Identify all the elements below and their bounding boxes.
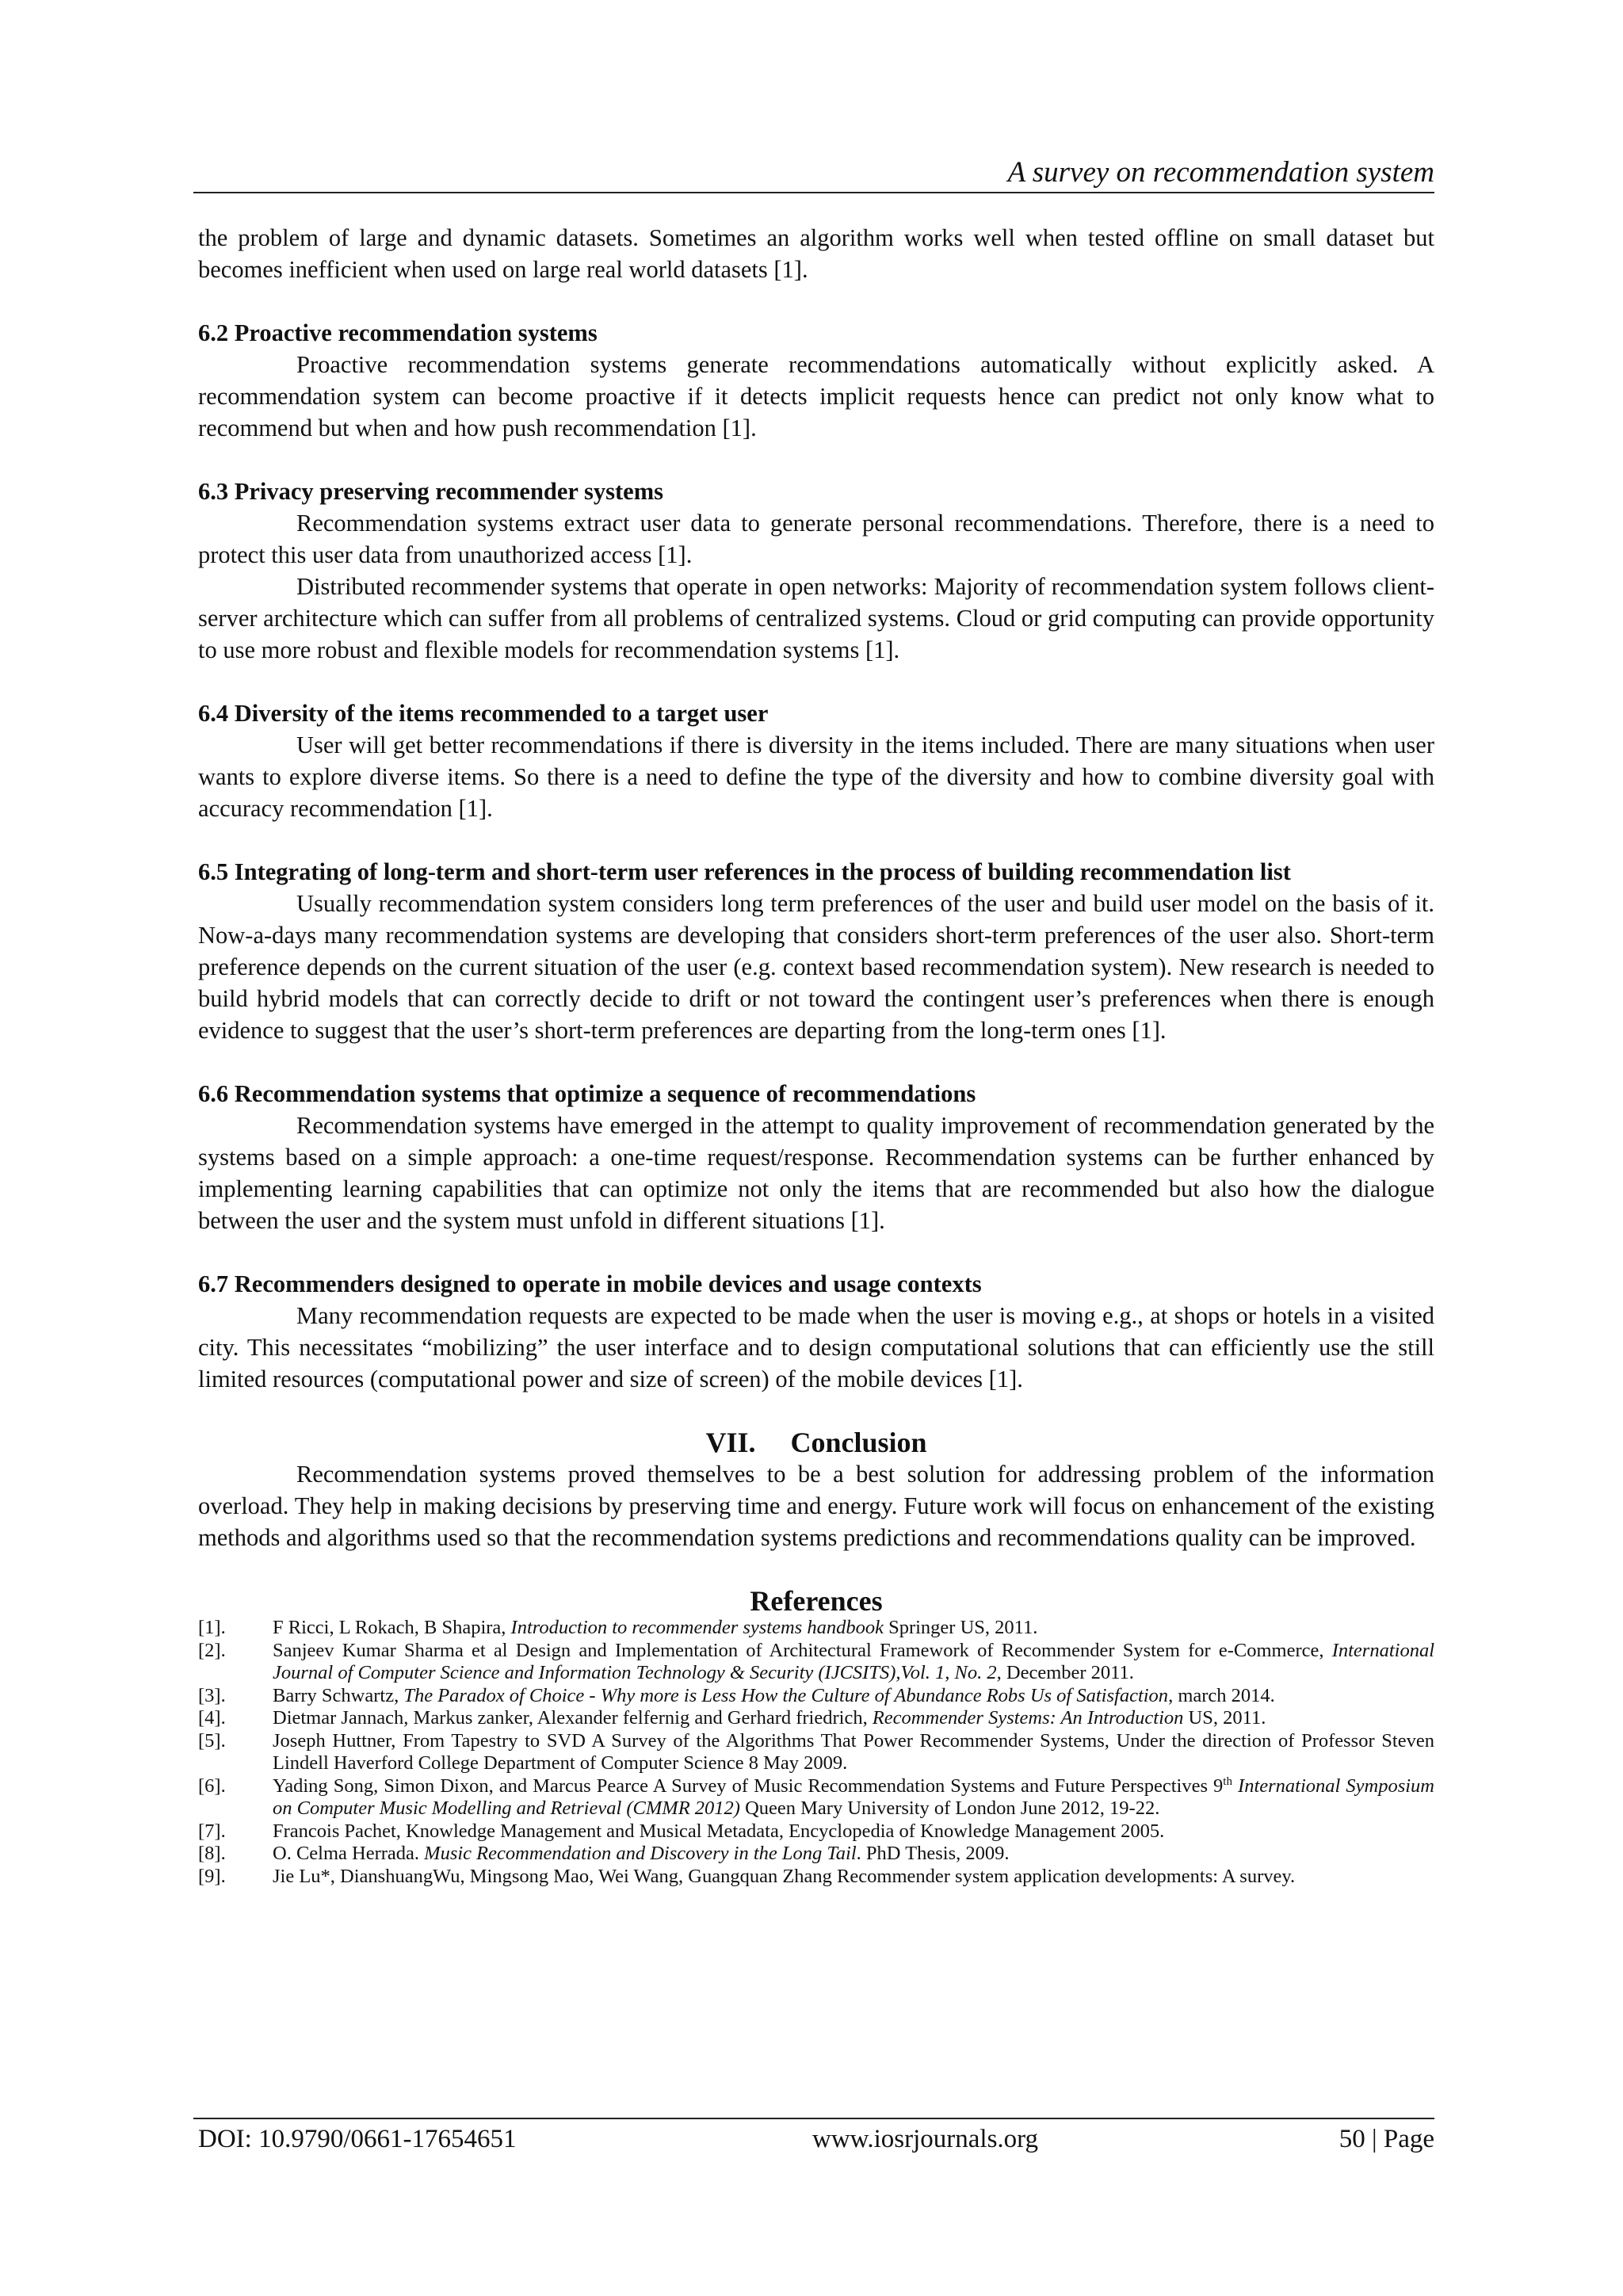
reference-item bbox=[198, 1685, 1434, 1708]
reference-authors: O. Celma Herrada. bbox=[273, 1843, 425, 1864]
article-body bbox=[198, 222, 1434, 1888]
reference-details: Queen Mary University of London June 2012, 19-22. bbox=[739, 1797, 1160, 1819]
reference-authors: Jie Lu*, DianshuangWu, Mingsong Mao, Wei Wang, Guangquan Zhang Recommender system application developments: A survey. bbox=[273, 1865, 1296, 1887]
reference-item bbox=[198, 1775, 1434, 1820]
reference-authors: Joseph Huttner, From Tapestry to SVD A Survey of the Algorithms That Power Recommender Systems, Under the direction of Professor Steven Lindell Haverford College Department of Computer Science 8 May 2009. bbox=[273, 1729, 1434, 1774]
reference-source-title: The Paradox of Choice - Why more is Less How the Culture of Abundance Robs Us of Satisfaction bbox=[403, 1684, 1169, 1706]
section-6-6-paragraph: Recommendation systems have emerged in the attempt to quality improvement of recommendation generated by the systems based on a simple approach: a one-time request/response. Recommendation systems can be further enhanced by implementing learning capabilities that can optimize not only the items that are recommended but also how the dialogue between the user and the system must unfold in different situations [1]. bbox=[198, 1112, 1434, 1234]
section-6-7-paragraph: Many recommendation requests are expected to be made when the user is moving e.g., at shops or hotels in a visited city. This necessitates “mobilizing” the user interface and to design computational solutions that can efficiently use the still limited resources (computational power and size of screen) of the mobile devices [1]. bbox=[198, 1302, 1434, 1392]
reference-details: . PhD Thesis, 2009. bbox=[856, 1843, 1010, 1864]
footer-rule bbox=[193, 2118, 1434, 2119]
running-header: A survey on recommendation system bbox=[1007, 156, 1434, 189]
section-6-5-heading: 6.5 Integrating of long-term and short-term user references in the process of building recommendation list bbox=[198, 858, 1291, 885]
reference-number: [8]. bbox=[198, 1843, 226, 1864]
reference-number: [7]. bbox=[198, 1820, 226, 1842]
section-6-2-paragraph: Proactive recommendation systems generate recommendations automatically without explicitly asked. A recommendation system can become proactive if it detects implicit requests hence can predict not only know what to recommend but when and how push recommendation [1]. bbox=[198, 351, 1434, 441]
section-6-4-paragraph: User will get better recommendations if there is diversity in the items included. There are many situations when user wants to explore diverse items. So there is a need to define the type of the diversity and how to combine diversity goal with accuracy recommendation [1]. bbox=[198, 732, 1434, 822]
reference-number: [1]. bbox=[198, 1617, 226, 1638]
reference-number: [6]. bbox=[198, 1775, 226, 1797]
reference-authors: F Ricci, L Rokach, B Shapira, bbox=[273, 1617, 511, 1638]
reference-number: [4]. bbox=[198, 1707, 226, 1729]
reference-source-title: Introduction to recommender systems handbook bbox=[510, 1617, 884, 1638]
intro-paragraph: the problem of large and dynamic datasets. Sometimes an algorithm works well when tested offline on small dataset but becomes inefficient when used on large real world datasets [1]. bbox=[198, 224, 1434, 283]
reference-item bbox=[198, 1843, 1434, 1866]
reference-number: [9]. bbox=[198, 1865, 226, 1887]
reference-authors: Sanjeev Kumar Sharma et al Design and Implementation of Architectural Framework of Recommender System for e-Commerce, bbox=[273, 1639, 1332, 1661]
references-list bbox=[198, 1617, 1434, 1888]
reference-details: Springer US, 2011. bbox=[883, 1617, 1038, 1638]
reference-authors: Francois Pachet, Knowledge Management and Musical Metadata, Encyclopedia of Knowledge Management 2005. bbox=[273, 1820, 1165, 1842]
reference-text bbox=[273, 1775, 1434, 1820]
reference-number: [3]. bbox=[198, 1684, 226, 1706]
section-6-6-heading: 6.6 Recommendation systems that optimize a sequence of recommendations bbox=[198, 1080, 976, 1107]
page-footer bbox=[198, 2122, 1434, 2157]
footer-page-number: 50 | Page bbox=[1338, 2125, 1434, 2153]
conclusion-paragraph: Recommendation systems proved themselves to be a best solution for addressing problem of the information overload. They help in making decisions by preserving time and energy. Future work will focus on enhancement of the existing methods and algorithms used so that the recommendation systems predictions and recommendations quality can be improved. bbox=[198, 1461, 1434, 1551]
reference-superscript: th bbox=[1223, 1775, 1232, 1788]
section-6-3-paragraph-1: Recommendation systems extract user data to generate personal recommendations. Therefore, there is a need to protect this user data from unauthorized access [1]. bbox=[198, 510, 1434, 568]
reference-source-title: International Symposium on Computer Music Modelling and Retrieval (CMMR 2012) bbox=[273, 1775, 1434, 1819]
reference-item bbox=[198, 1640, 1434, 1685]
reference-text bbox=[273, 1707, 1434, 1730]
reference-item bbox=[198, 1617, 1434, 1640]
reference-item bbox=[198, 1707, 1434, 1730]
section-6-7-heading: 6.7 Recommenders designed to operate in mobile devices and usage contexts bbox=[198, 1270, 982, 1297]
conclusion-title: Conclusion bbox=[790, 1427, 927, 1458]
header-rule bbox=[193, 192, 1434, 193]
conclusion-number: VII. bbox=[705, 1427, 756, 1458]
reference-text bbox=[273, 1640, 1434, 1685]
footer-website: www.iosrjournals.org bbox=[812, 2125, 1039, 2153]
reference-details: US, 2011. bbox=[1183, 1707, 1266, 1729]
reference-source-title: Recommender Systems: An Introduction bbox=[872, 1707, 1184, 1729]
reference-text bbox=[273, 1730, 1434, 1775]
reference-source-title: Music Recommendation and Discovery in the Long Tail bbox=[424, 1843, 857, 1864]
reference-number: [2]. bbox=[198, 1639, 226, 1661]
reference-text bbox=[273, 1685, 1434, 1708]
reference-item bbox=[198, 1730, 1434, 1775]
footer-doi: DOI: 10.9790/0661-17654651 bbox=[198, 2125, 517, 2153]
section-6-4-heading: 6.4 Diversity of the items recommended to a target user bbox=[198, 700, 769, 727]
reference-authors: Barry Schwartz, bbox=[273, 1684, 404, 1706]
reference-text bbox=[273, 1843, 1434, 1866]
section-6-3-heading: 6.3 Privacy preserving recommender systems bbox=[198, 478, 663, 505]
reference-number: [5]. bbox=[198, 1729, 226, 1752]
conclusion-heading bbox=[198, 1427, 1434, 1458]
reference-authors: Dietmar Jannach, Markus zanker, Alexander felfernig and Gerhard friedrich, bbox=[273, 1707, 873, 1729]
reference-details: , march 2014. bbox=[1168, 1684, 1275, 1706]
reference-source-title: International Journal of Computer Science and Information Technology & Security (IJCSITS),Vol. 1, No. 2, bbox=[273, 1639, 1434, 1683]
reference-text bbox=[273, 1866, 1434, 1889]
reference-details: December 2011. bbox=[1001, 1662, 1134, 1683]
reference-authors: Yading Song, Simon Dixon, and Marcus Pearce A Survey of Music Recommendation Systems and Future Perspectives 9 bbox=[273, 1775, 1224, 1797]
section-6-5-paragraph: Usually recommendation system considers long term preferences of the user and build user model on the basis of it. Now-a-days many recommendation systems are developing that considers short-term preferences of the user also. Short-term preference depends on the current situation of the user (e.g. context based recommendation system). New research is needed to build hybrid models that can correctly decide to drift or not toward the contingent user’s preferences when there is enough evidence to suggest that the user’s short-term preferences are departing from the long-term ones [1]. bbox=[198, 890, 1434, 1044]
reference-text bbox=[273, 1617, 1434, 1640]
section-6-2-heading: 6.2 Proactive recommendation systems bbox=[198, 319, 598, 346]
references-heading: References bbox=[750, 1585, 883, 1617]
reference-text bbox=[273, 1820, 1434, 1843]
reference-item bbox=[198, 1820, 1434, 1843]
reference-item bbox=[198, 1866, 1434, 1889]
section-6-3-paragraph-2: Distributed recommender systems that operate in open networks: Majority of recommendation system follows client-server architecture which can suffer from all problems of centralized systems. Cloud or grid computing can provide opportunity to use more robust and flexible models for recommendation systems [1]. bbox=[198, 573, 1434, 663]
